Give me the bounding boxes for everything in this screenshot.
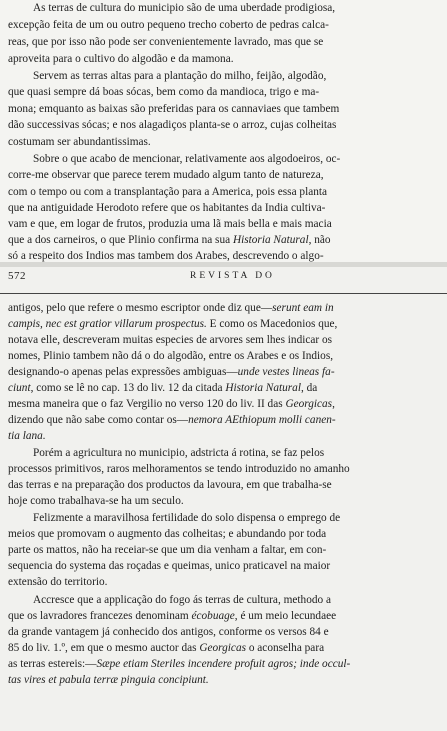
- text-line: [8, 412, 438, 428]
- text-fragment: que a dos carneiros, o que Plinio confirma na sua: [8, 234, 233, 246]
- text-line: [8, 300, 438, 316]
- text-fragment: designando-o apenas pelas expressões ambiguas—: [8, 366, 238, 378]
- text-fragment: nemora AEthiopum molli canen-: [188, 414, 336, 426]
- text-fragment: serunt eam in: [272, 302, 334, 314]
- text-line: dão successivas sócas; e nos alagadiços planta-se o arroz, cujas colheitas: [8, 119, 337, 131]
- text-line: mona; emquanto as baixas são preferidas para os cannaviaes que tambem: [8, 103, 340, 115]
- text-line: das terras e na preparação dos productos da lavoura, em que trabalha-se: [8, 479, 332, 491]
- text-fragment: dizendo que não sabe como contar os—: [8, 414, 189, 426]
- text-line: [8, 232, 438, 248]
- text-line: notava elle, descreveram muitas especies de arvores sem lhes indicar os: [8, 334, 333, 346]
- text-fragment: , como se lê no cap. 13 do liv. 12 da citada: [30, 382, 226, 394]
- text-fragment: écobuage: [191, 610, 235, 622]
- text-fragment: que os lavradores francezes denominam: [8, 610, 192, 622]
- text-fragment: , da: [300, 382, 318, 394]
- text-line: [8, 364, 438, 380]
- text-line: Servem as terras altas para a plantação do milho, feijão, algodão,: [33, 70, 327, 82]
- text-fragment: o aconselha para: [246, 642, 325, 654]
- text-line: As terras de cultura do municipio são de uma uberdade prodigiosa,: [33, 2, 336, 14]
- text-line: sequencia do systema das roçadas e queimas, unico praticavel na maior: [8, 560, 331, 572]
- text-fragment: ciunt: [8, 382, 31, 394]
- text-line: Accresce que a applicação do fogo ás terras de cultura, methodo a: [33, 594, 331, 606]
- text-fragment: campis, nec est gratior villarum prospectus.: [8, 318, 207, 330]
- text-fragment: antigos, pelo que refere o mesmo escriptor onde diz que—: [8, 302, 273, 314]
- text-fragment: tas vires et pabula terræ pinguia concipiunt.: [8, 674, 209, 686]
- text-fragment: Georgicas: [199, 642, 246, 654]
- text-line: [8, 396, 438, 412]
- text-line: só a respeito dos Indios mas tambem dos Arabes, descrevendo o algo-: [8, 250, 324, 262]
- text-fragment: , não: [308, 234, 331, 246]
- text-line: [8, 316, 438, 332]
- text-line: Sobre o que acabo de mencionar, relativamente aos algodoeiros, oc-: [33, 153, 341, 165]
- text-fragment: as terras estereis:—: [8, 658, 97, 670]
- text-line: parte os mattos, não ha receiar-se que um dia venham a faltar, em con-: [8, 544, 327, 556]
- text-fragment: Historia Natural: [232, 234, 309, 246]
- text-line: Porém a agricultura no municipio, adstricta á rotina, se faz pelos: [33, 447, 325, 459]
- text-line: processos primitivos, raros melhoramentos se tendo introduzido no amanho: [8, 463, 350, 475]
- header-rule: [0, 293, 447, 294]
- text-fragment: Sæpe etiam Steriles incendere profuit agros; inde occul-: [96, 658, 351, 670]
- text-line: nomes, Plinio tambem não dá o do algodão, entre os Arabes e os Indios,: [8, 350, 334, 362]
- text-line: da grande vantagem já conhecido dos antigos, conforme os versos 84 e: [8, 626, 329, 638]
- journal-title: REVISTA DO: [190, 271, 275, 281]
- running-head: [0, 268, 447, 286]
- text-line: vam e que, em logar de frutos, produzia uma lã mais bella e mais macia: [8, 218, 332, 230]
- text-line: [8, 656, 438, 672]
- text-line: [8, 608, 438, 624]
- text-line: que na antiguidade Herodoto refere que os habitantes da India cultiva-: [8, 202, 326, 214]
- text-line: extensão do territorio.: [8, 576, 108, 588]
- text-line: costumam ser abundantissimas.: [8, 136, 151, 148]
- text-line: [8, 380, 438, 396]
- text-fragment: tia lana.: [8, 430, 46, 442]
- text-line: meios que promovam o augmento das colheitas; e abundando por toda: [8, 528, 327, 540]
- text-line: aproveita para o cultivo do algodão e da mamona.: [8, 53, 234, 65]
- text-line: reas, que por isso não pode ser convenientemente lavrado, mas que se: [8, 36, 324, 48]
- text-line: excepção feita de um ou outro pequeno trecho coberto de pedras calca-: [8, 19, 329, 31]
- text-line: corre-me observar que parece terem mudado algum tanto de natureza,: [8, 169, 324, 181]
- text-fragment: E como os Macedonios que,: [206, 318, 338, 330]
- text-line: com o tempo ou com a transplantação para a America, pois essa planta: [8, 186, 328, 198]
- text-fragment: unde vestes lineas fa-: [237, 366, 335, 378]
- page-number: 572: [8, 270, 26, 282]
- text-fragment: , é um meio lecundaee: [234, 610, 337, 622]
- text-line: [8, 640, 438, 656]
- text-line: [8, 428, 438, 444]
- text-line: Felizmente a maravilhosa fertilidade do solo dispensa o emprego de: [33, 512, 341, 524]
- text-line: hoje como trabalhava-se ha um seculo.: [8, 495, 184, 507]
- text-fragment: Historia Natural: [225, 382, 301, 394]
- text-fragment: Georgicas: [285, 398, 333, 410]
- text-fragment: 85 do liv. 1.º, em que o mesmo auctor das: [8, 642, 200, 654]
- text-fragment: mesma maneira que o faz Vergilio no verso 120 do liv. II das: [8, 398, 286, 410]
- text-fragment: ,: [332, 398, 335, 410]
- text-line: que quasi sempre dá boas sócas, bem como da mandioca, trigo e ma-: [8, 86, 320, 98]
- text-line: [8, 672, 438, 688]
